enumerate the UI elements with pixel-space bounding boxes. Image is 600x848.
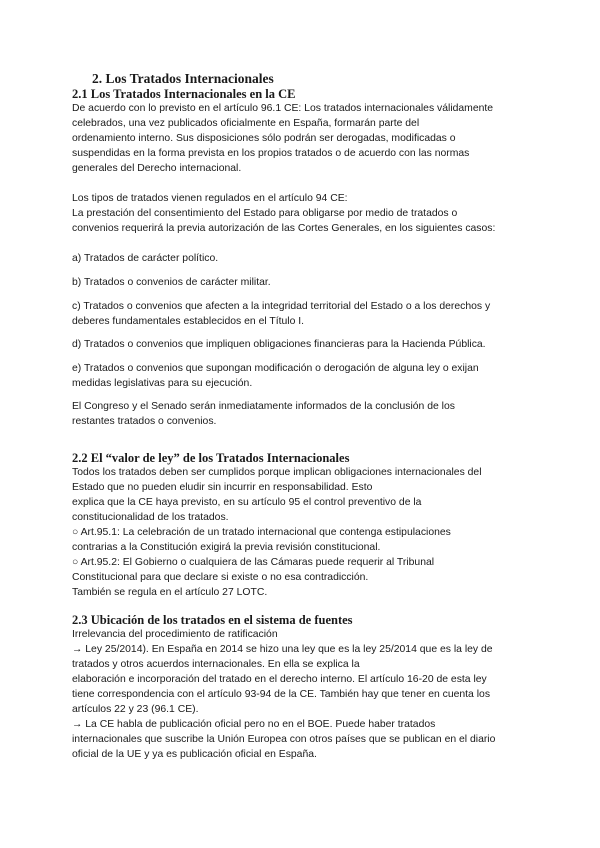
text-line: constitucionalidad de los tratados. xyxy=(72,512,229,523)
text-line: artículos 22 y 23 (96.1 CE). xyxy=(72,704,199,715)
text-line: Los tipos de tratados vienen regulados en el artículo 94 CE: xyxy=(72,193,348,204)
text-line: Estado que no pueden eludir sin incurrir en responsabilidad. Esto xyxy=(72,482,373,493)
text-line: a) Tratados de carácter político. xyxy=(72,253,219,264)
text-line: celebrados, una vez publicados oficialmente en España, formarán parte del xyxy=(72,118,420,129)
text-line: contrarias a la Constitución exigirá la previa revisión constitucional. xyxy=(72,542,381,553)
text-line: → Ley 25/2014). En España en 2014 se hizo una ley que es la ley 25/2014 que es la ley de xyxy=(72,644,493,655)
text-line: ○ Art.95.1: La celebración de un tratado internacional que contenga estipulaciones xyxy=(72,527,451,538)
paragraph-96-1 xyxy=(72,101,542,176)
text-line: → La CE habla de publicación oficial pero no en el BOE. Puede haber tratados xyxy=(72,719,436,730)
text-line: Irrelevancia del procedimiento de ratificación xyxy=(72,629,278,640)
closing-paragraph xyxy=(72,399,542,429)
text-line: d) Tratados o convenios que impliquen obligaciones financieras para la Hacienda Pública. xyxy=(72,339,486,350)
text-line: c) Tratados o convenios que afecten a la integridad territorial del Estado o a los derechos y xyxy=(72,301,491,312)
paragraph-ubicacion xyxy=(72,627,542,762)
text-line: convenios requerirá la previa autorización de las Cortes Generales, en los siguientes casos: xyxy=(72,223,496,234)
section-title: 2. Los Tratados Internacionales xyxy=(92,71,274,86)
heading-2-1: 2.1 Los Tratados Internacionales en la CE xyxy=(72,87,296,101)
text-line: restantes tratados o convenios. xyxy=(72,416,217,427)
list-item-b xyxy=(72,275,542,290)
text-line: De acuerdo con lo previsto en el artículo 96.1 CE: Los tratados internacionales válidamente xyxy=(72,103,494,114)
text-line: La prestación del consentimiento del Estado para obligarse por medio de tratados o xyxy=(72,208,458,219)
paragraph-valor-de-ley xyxy=(72,465,542,600)
text-line: b) Tratados o convenios de carácter militar. xyxy=(72,277,271,288)
text-line: e) Tratados o convenios que supongan modificación o derogación de alguna ley o exijan xyxy=(72,363,479,374)
paragraph-94 xyxy=(72,191,542,236)
text-line: elaboración e incorporación del tratado en el derecho interno. El artículo 16-20 de esta ley xyxy=(72,674,487,685)
text-line: suspendidas en la forma prevista en los propios tratados o de acuerdo con las normas xyxy=(72,148,470,159)
text-line: ○ Art.95.2: El Gobierno o cualquiera de las Cámaras puede requerir al Tribunal xyxy=(72,557,435,568)
text-line: Constitucional para que declare si existe o no esa contradicción. xyxy=(72,572,369,583)
heading-2-2: 2.2 El “valor de ley” de los Tratados Internacionales xyxy=(72,451,350,465)
list-item-c xyxy=(72,299,542,329)
text-line: También se regula en el artículo 27 LOTC. xyxy=(72,587,268,598)
text-line: internacionales que suscribe la Unión Europea con otros países que se publican en el diario xyxy=(72,734,496,745)
text-line: tiene correspondencia con el artículo 93-94 de la CE. También hay que tener en cuenta los xyxy=(72,689,491,700)
text-line: generales del Derecho internacional. xyxy=(72,163,242,174)
heading-2-3: 2.3 Ubicación de los tratados en el sistema de fuentes xyxy=(72,613,353,627)
text-line: deberes fundamentales establecidos en el Título I. xyxy=(72,316,305,327)
list-item-a xyxy=(72,251,542,266)
text-line: medidas legislativas para su ejecución. xyxy=(72,378,253,389)
text-line: oficial de la UE y ya es publicación oficial en España. xyxy=(72,749,317,760)
text-line: explica que la CE haya previsto, en su artículo 95 el control preventivo de la xyxy=(72,497,422,508)
list-item-e xyxy=(72,361,542,391)
text-line: Todos los tratados deben ser cumplidos porque implican obligaciones internacionales del xyxy=(72,467,482,478)
text-line: tratados y otros acuerdos internacionales. En ella se explica la xyxy=(72,659,360,670)
text-line: ordenamiento interno. Sus disposiciones sólo podrán ser derogadas, modificadas o xyxy=(72,133,456,144)
text-line: El Congreso y el Senado serán inmediatamente informados de la conclusión de los xyxy=(72,401,455,412)
list-item-d xyxy=(72,337,542,352)
